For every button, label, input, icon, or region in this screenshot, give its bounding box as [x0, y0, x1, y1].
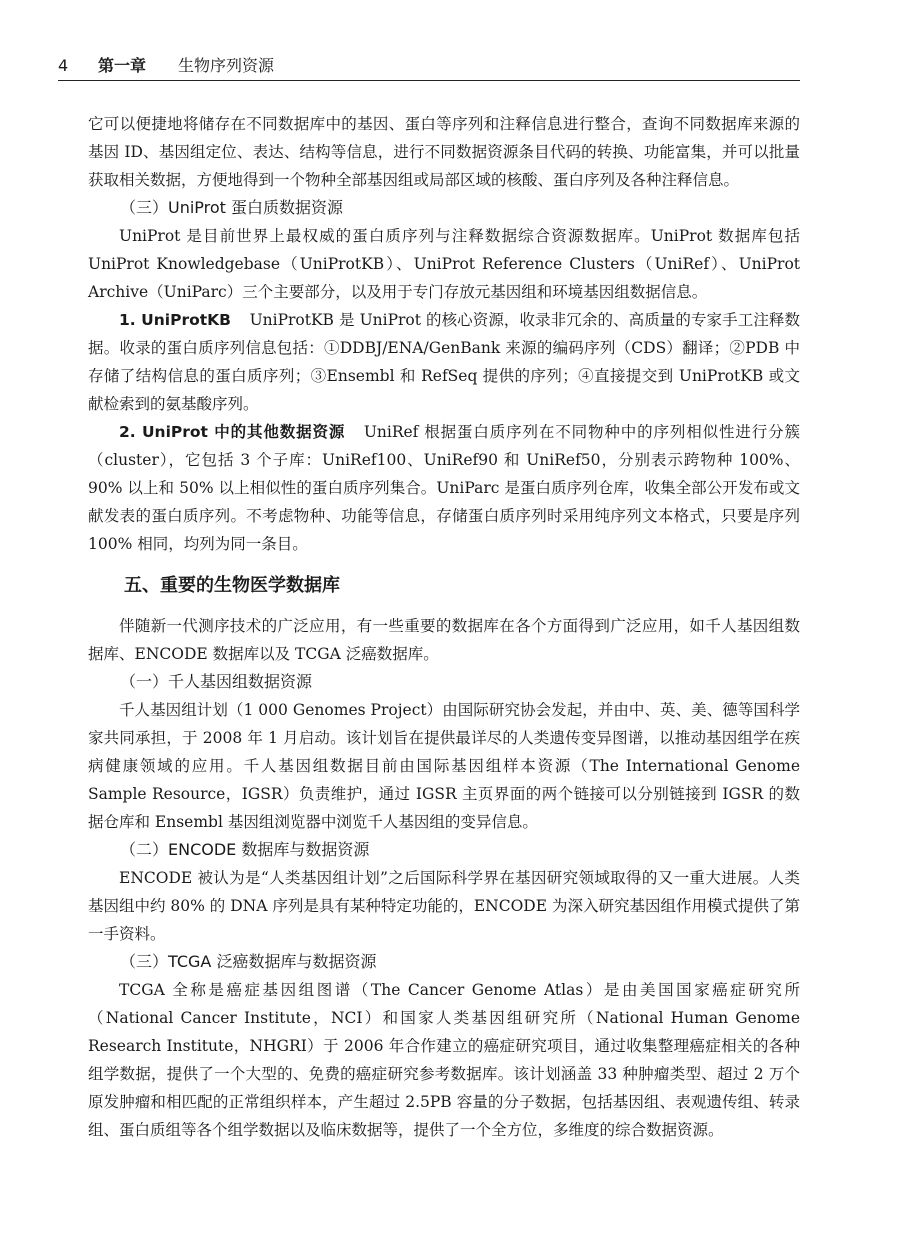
- chapter-title: 生物序列资源: [178, 56, 275, 75]
- page-number: 4: [58, 56, 69, 75]
- encode-paragraph: ENCODE 被认为是“人类基因组计划”之后国际科学界在基因研究领域取得的又一重大进展。人类基因组中约 80% 的 DNA 序列是具有某种特定功能的，ENCODE 为深入研究基因组作用模式提供了第一手资料。: [88, 869, 800, 943]
- page-body: [88, 110, 800, 1144]
- running-header: [58, 52, 800, 81]
- uniprotkb-label: 1. UniProtKB: [119, 311, 231, 329]
- uniprotkb-text: UniProtKB 是 UniProt 的核心资源，收录非冗余的、高质量的专家手工注释数据。收录的蛋白质序列信息包括：①DDBJ/ENA/GenBank 来源的编码序列（CDS）翻译；②PDB 中存储了结构信息的蛋白质序列；③Ensembl 和 RefSeq 提供的序列；④直接提交到 UniProtKB 或文献检索到的氨基酸序列。: [88, 311, 801, 413]
- encode-heading: （二）ENCODE 数据库与数据资源: [120, 840, 370, 859]
- intro-paragraph: 它可以便捷地将储存在不同数据库中的基因、蛋白等序列和注释信息进行整合，查询不同数据库来源的基因 ID、基因组定位、表达、结构等信息，进行不同数据资源条目代码的转换、功能富集，并可以批量获取相关数据，方便地得到一个物种全部基因组或局部区域的核酸、蛋白序列及各种注释信息。: [88, 115, 800, 189]
- section5-intro: 伴随新一代测序技术的广泛应用，有一些重要的数据库在各个方面得到广泛应用，如千人基因组数据库、ENCODE 数据库以及 TCGA 泛癌数据库。: [88, 617, 800, 663]
- uniprot-paragraph: UniProt 是目前世界上最权威的蛋白质序列与注释数据综合资源数据库。UniProt 数据库包括 UniProt Knowledgebase（UniProtKB）、UniProt Reference Clusters（UniRef）、UniProt Archive（UniParc）三个主要部分，以及用于专门存放元基因组和环境基因组数据信息。: [88, 227, 800, 301]
- other-resources-label: 2. UniProt 中的其他数据资源: [119, 423, 346, 441]
- tcga-heading: （三）TCGA 泛癌数据库与数据资源: [120, 952, 377, 971]
- uniprotkb-paragraph: [88, 306, 800, 418]
- uniprot-heading: （三）UniProt 蛋白质数据资源: [120, 198, 344, 217]
- tcga-paragraph: TCGA 全称是癌症基因组图谱（The Cancer Genome Atlas）是由美国国家癌症研究所（National Cancer Institute，NCI）和国家人类基因组研究所（National Human Genome Research Institute，NHGRI）于 2006 年合作建立的癌症研究项目，通过收集整理癌症相关的各种组学数据，提供了一个大型的、免费的癌症研究参考数据库。该计划涵盖 33 种肿瘤类型、超过 2 万个原发肿瘤和相匹配的正常组织样本，产生超过 2.5PB 容量的分子数据，包括基因组、表观遗传组、转录组、蛋白质组等各个组学数据以及临床数据等，提供了一个全方位，多维度的综合数据资源。: [88, 981, 800, 1139]
- other-resources-paragraph: [88, 418, 800, 558]
- other-resources-text: UniRef 根据蛋白质序列在不同物种中的序列相似性进行分簇（cluster），它包括 3 个子库：UniRef100、UniRef90 和 UniRef50，分别表示跨物种 100%、90% 以上和 50% 以上相似性的蛋白质序列集合。UniParc 是蛋白质序列仓库，收集全部公开发布或文献发表的蛋白质序列。不考虑物种、功能等信息，存储蛋白质序列时采用纯序列文本格式，只要是序列 100% 相同，均列为同一条目。: [88, 423, 800, 553]
- thousand-genomes-paragraph: 千人基因组计划（1 000 Genomes Project）由国际研究协会发起，并由中、英、美、德等国科学家共同承担，于 2008 年 1 月启动。该计划旨在提供最详尽的人类遗传变异图谱，以推动基因组学在疾病健康领域的应用。千人基因组数据目前由国际基因组样本资源（The International Genome Sample Resource，IGSR）负责维护，通过 IGSR 主页界面的两个链接可以分别链接到 IGSR 的数据仓库和 Ensembl 基因组浏览器中浏览千人基因组的变异信息。: [88, 701, 800, 831]
- section5-heading: 五、重要的生物医学数据库: [124, 575, 340, 596]
- thousand-genomes-heading: （一）千人基因组数据资源: [120, 672, 313, 691]
- chapter-label: 第一章: [98, 56, 147, 75]
